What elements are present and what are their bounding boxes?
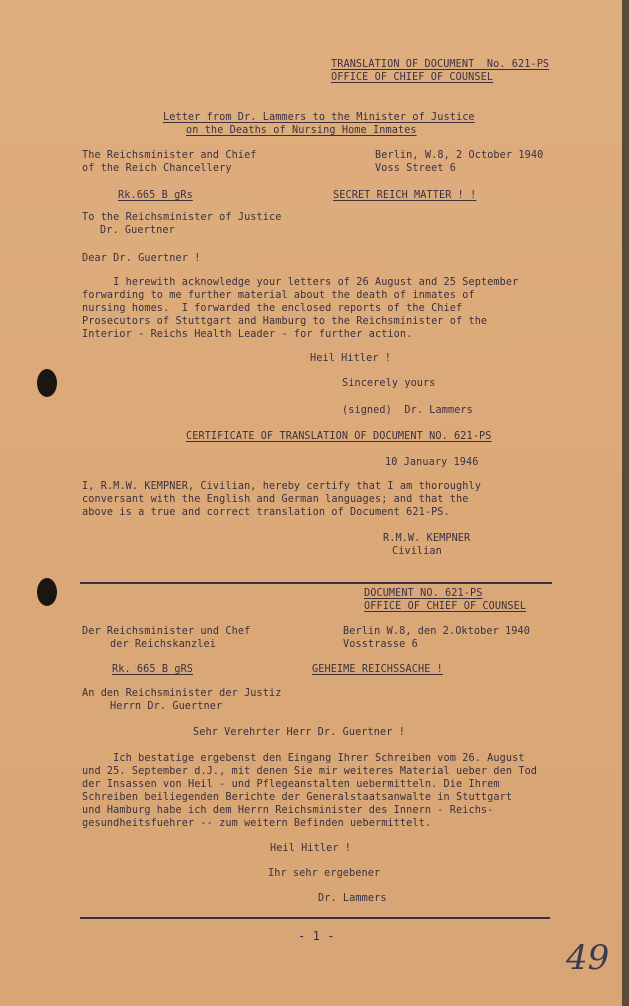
en-place-line2: Voss Street 6 (375, 163, 457, 174)
de-salutation: Sehr Verehrter Herr Dr. Guertner ! (193, 727, 405, 738)
en-reference: Rk.665 B gRs (118, 190, 193, 201)
document-title-line2: on the Deaths of Nursing Home Inmates (186, 125, 417, 136)
certificate-name: R.M.W. KEMPNER (383, 533, 471, 544)
en-body-line: forwarding to me further material about the death of inmates of (82, 290, 475, 301)
de-header-line2: OFFICE OF CHIEF OF COUNSEL (364, 601, 527, 612)
de-secret-marking: GEHEIME REICHSSACHE ! (312, 664, 443, 675)
page-edge (622, 0, 629, 1006)
de-sender-line1: Der Reichsminister und Chef (82, 626, 251, 637)
translation-header-line2: OFFICE OF CHIEF OF COUNSEL (331, 72, 494, 83)
en-secret-marking: SECRET REICH MATTER ! ! (333, 190, 477, 201)
de-recipient-line1: An den Reichsminister der Justiz (82, 688, 282, 699)
en-body-line: nursing homes. I forwarded the enclosed reports of the Chief (82, 303, 463, 314)
de-recipient-line2: Herrn Dr. Guertner (110, 701, 223, 712)
document-title-line1: Letter from Dr. Lammers to the Minister of Justice (163, 112, 475, 123)
de-heil: Heil Hitler ! (270, 843, 352, 854)
de-body-line: der Insassen von Heil - und Pflegeanstalten uebermitteln. Die Ihrem (82, 779, 500, 790)
en-recipient-line1: To the Reichsminister of Justice (82, 212, 282, 223)
de-closing: Ihr sehr ergebener (268, 868, 381, 879)
certificate-role: Civilian (392, 546, 442, 557)
punch-hole-bottom (37, 578, 57, 606)
footer-divider (80, 917, 550, 919)
certificate-body-line: I, R.M.W. KEMPNER, Civilian, hereby certify that I am thoroughly (82, 481, 481, 492)
en-closing: Sincerely yours (342, 378, 436, 389)
de-sender-line2: der Reichskanzlei (110, 639, 216, 650)
translation-header-line1: TRANSLATION OF DOCUMENT No. 621-PS (331, 59, 550, 70)
en-sender-line1: The Reichsminister and Chief (82, 150, 257, 161)
de-signature: Dr. Lammers (318, 893, 387, 904)
en-signature: (signed) Dr. Lammers (342, 405, 473, 416)
en-salutation: Dear Dr. Guertner ! (82, 253, 201, 264)
en-body-line: I herewith acknowledge your letters of 26 August and 25 September (82, 277, 519, 288)
en-body-line: Interior - Reichs Health Leader - for further action. (82, 329, 413, 340)
certificate-title: CERTIFICATE OF TRANSLATION OF DOCUMENT NO. 621-PS (186, 431, 492, 442)
de-body-line: Ich bestatige ergebenst den Eingang Ihrer Schreiben vom 26. August (82, 753, 525, 764)
de-place-line1: Berlin W.8, den 2.Oktober 1940 (343, 626, 531, 637)
de-body-line: Schreiben beiliegenden Berichte der Generalstaatsanwalte in Stuttgart (82, 792, 513, 803)
section-divider (80, 582, 552, 584)
en-heil: Heil Hitler ! (310, 353, 392, 364)
de-body-line: gesundheitsfuehrer -- zum weitern Befinden uebermittelt. (82, 818, 432, 829)
certificate-body-line: conversant with the English and German languages; and that the (82, 494, 469, 505)
en-sender-line2: of the Reich Chancellery (82, 163, 232, 174)
punch-hole-top (37, 369, 57, 397)
en-body-line: Prosecutors of Stuttgart and Hamburg to the Reichsminister of the (82, 316, 488, 327)
en-place-line1: Berlin, W.8, 2 October 1940 (375, 150, 544, 161)
certificate-date: 10 January 1946 (385, 457, 479, 468)
en-recipient-line2: Dr. Guertner (100, 225, 175, 236)
handwritten-folio-number: 49 (566, 938, 610, 978)
de-reference: Rk. 665 B gRS (112, 664, 194, 675)
page-number: - 1 - (298, 929, 335, 943)
de-body-line: und Hamburg habe ich dem Herrn Reichsminister des Innern - Reichs- (82, 805, 494, 816)
certificate-body-line: above is a true and correct translation of Document 621-PS. (82, 507, 450, 518)
de-header-line1: DOCUMENT NO. 621-PS (364, 588, 483, 599)
de-body-line: und 25. September d.J., mit denen Sie mir weiteres Material ueber den Tod (82, 766, 538, 777)
de-place-line2: Vosstrasse 6 (343, 639, 418, 650)
